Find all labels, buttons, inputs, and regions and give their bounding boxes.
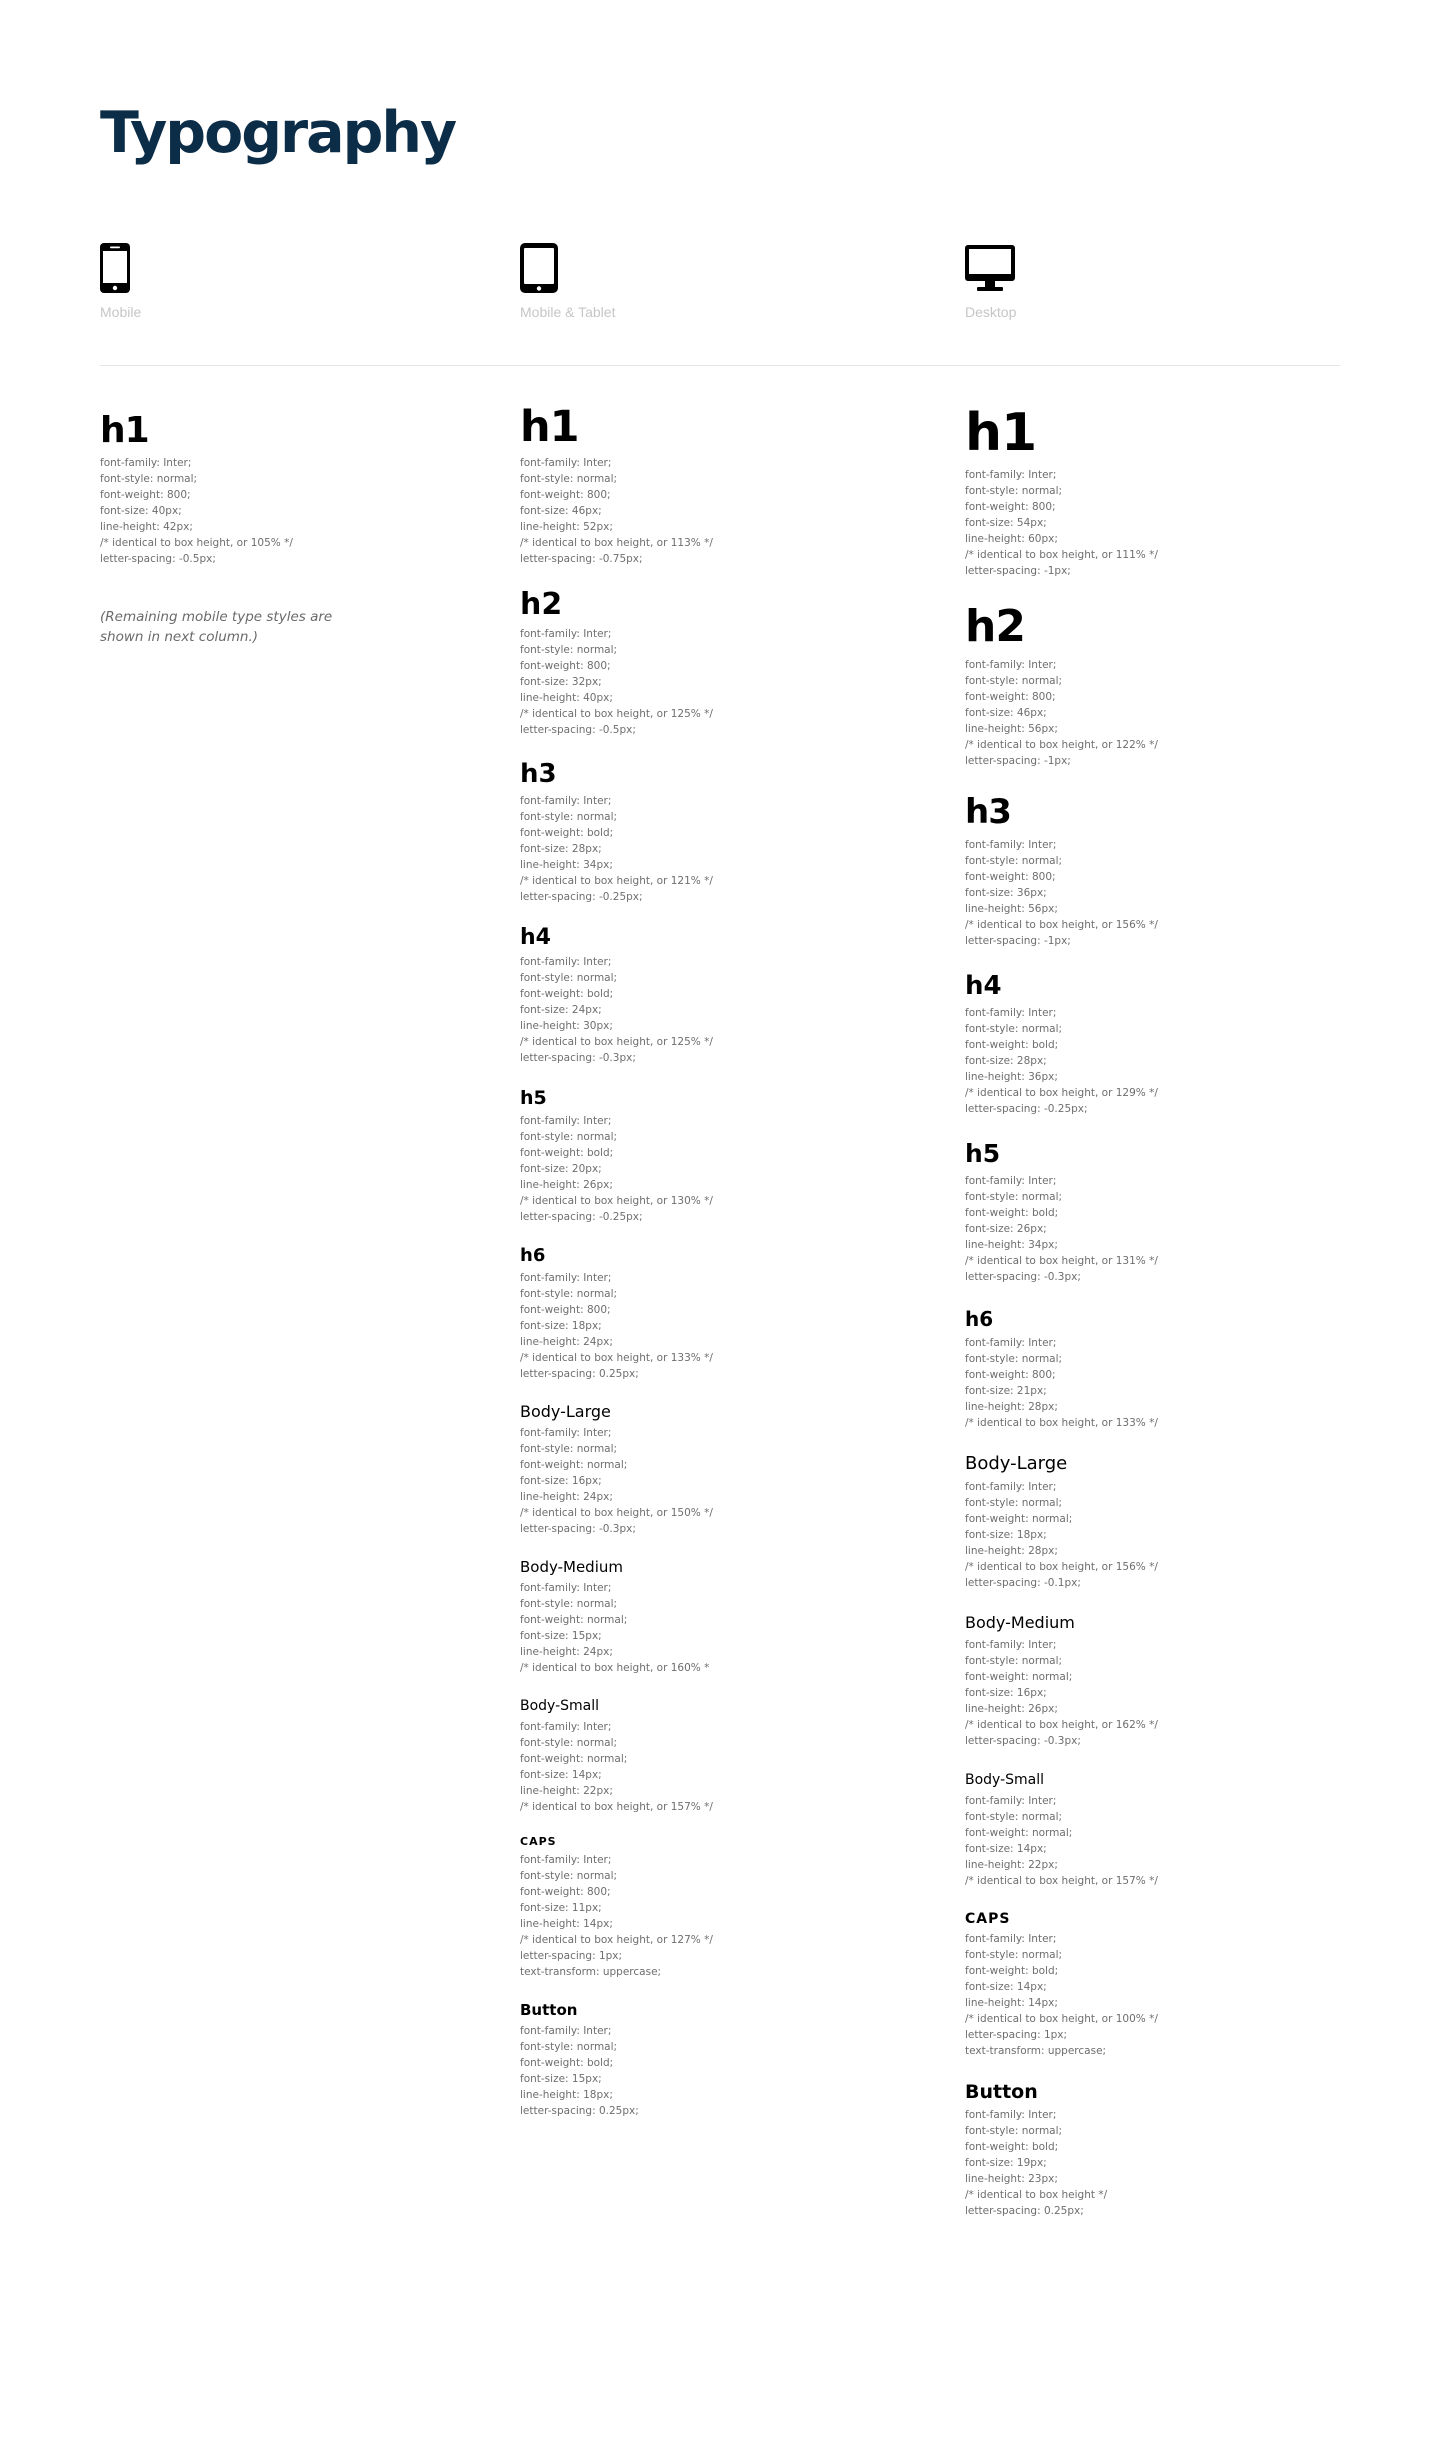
spec-line: letter-spacing: -0.3px; [520, 1523, 636, 1535]
type-style-name: Body-Medium [520, 1558, 623, 1576]
spec-line: font-style: normal; [965, 1353, 1063, 1365]
spec-line: /* identical to box height, or 130% */ [520, 1195, 713, 1207]
spec-line: letter-spacing: -1px; [965, 565, 1071, 577]
spec-line: line-height: 28px; [965, 1401, 1058, 1413]
type-style-body-large [520, 1402, 820, 1537]
spec-line: font-family: Inter; [965, 1639, 1057, 1651]
spec-line: font-weight: 800; [965, 501, 1056, 513]
spec-line: font-family: Inter; [965, 1933, 1057, 1945]
spec-line: /* identical to box height, or 133% */ [965, 1417, 1158, 1429]
spec-line: /* identical to box height, or 162% */ [965, 1719, 1158, 1731]
spec-line: /* identical to box height, or 105% */ [100, 537, 293, 549]
type-style-specs [520, 455, 820, 567]
spec-line: letter-spacing: 0.25px; [965, 2205, 1084, 2217]
desktop-styles-column [965, 402, 1265, 2219]
type-style-name: h6 [520, 1245, 546, 1266]
type-style-specs [520, 1580, 820, 1676]
type-style-name: h1 [965, 403, 1037, 463]
spec-line: font-family: Inter; [520, 628, 612, 640]
type-style-specs [965, 1637, 1265, 1749]
type-style-specs [965, 1173, 1265, 1285]
spec-line: font-size: 18px; [965, 1529, 1047, 1541]
type-style-specs [520, 1270, 820, 1382]
type-style-h2 [965, 600, 1265, 769]
type-style-h6 [965, 1306, 1265, 1431]
type-style-name: h2 [520, 587, 563, 622]
spec-line: letter-spacing: -1px; [965, 755, 1071, 767]
spec-line: line-height: 42px; [100, 521, 193, 533]
spec-line: font-weight: 800; [520, 1304, 611, 1316]
spec-line: /* identical to box height, or 160% * [520, 1662, 710, 1674]
spec-line: font-weight: normal; [520, 1753, 628, 1765]
type-style-name: CAPS [965, 1911, 1011, 1927]
spec-line: font-style: normal; [520, 1288, 618, 1300]
spec-line: font-style: normal; [965, 1655, 1063, 1667]
spec-line: font-size: 26px; [965, 1223, 1047, 1235]
spec-line: line-height: 24px; [520, 1336, 613, 1348]
spec-line: letter-spacing: -1px; [965, 935, 1071, 947]
spec-line: font-size: 20px; [520, 1163, 602, 1175]
spec-line: line-height: 26px; [520, 1179, 613, 1191]
spec-line: line-height: 60px; [965, 533, 1058, 545]
spec-line: font-family: Inter; [100, 457, 192, 469]
device-header-desktop [965, 243, 1016, 320]
spec-line: font-weight: normal; [965, 1671, 1073, 1683]
spec-line: font-weight: bold; [520, 2057, 614, 2069]
type-style-name: h3 [965, 792, 1011, 832]
spec-line: line-height: 36px; [965, 1071, 1058, 1083]
type-style-specs [520, 793, 820, 905]
spec-line: font-size: 14px; [965, 1981, 1047, 1993]
spec-line: font-weight: bold; [520, 1147, 614, 1159]
spec-line: font-weight: 800; [965, 871, 1056, 883]
mobile-styles-column [100, 410, 400, 647]
spec-line: letter-spacing: -0.1px; [965, 1577, 1081, 1589]
spec-line: letter-spacing: 0.25px; [520, 2105, 639, 2117]
spec-line: font-size: 24px; [520, 1004, 602, 1016]
spec-line: font-style: normal; [520, 644, 618, 656]
spec-line: /* identical to box height, or 156% */ [965, 1561, 1158, 1573]
spec-line: /* identical to box height, or 157% */ [965, 1875, 1158, 1887]
type-style-h3 [520, 758, 820, 905]
spec-line: /* identical to box height, or 111% */ [965, 549, 1158, 561]
spec-line: font-weight: bold; [965, 2141, 1059, 2153]
spec-line: font-family: Inter; [965, 2109, 1057, 2121]
spec-line: font-size: 46px; [965, 707, 1047, 719]
spec-line: font-weight: bold; [965, 1207, 1059, 1219]
spec-line: line-height: 52px; [520, 521, 613, 533]
spec-line: line-height: 28px; [965, 1545, 1058, 1557]
type-style-specs [965, 657, 1265, 769]
type-style-h1 [100, 410, 400, 567]
spec-line: /* identical to box height, or 125% */ [520, 708, 713, 720]
spec-line: letter-spacing: -0.75px; [520, 553, 643, 565]
spec-line: font-size: 15px; [520, 1630, 602, 1642]
type-style-specs [520, 626, 820, 738]
spec-line: font-style: normal; [520, 1131, 618, 1143]
spec-line: font-weight: 800; [520, 660, 611, 672]
type-style-name: Body-Large [965, 1453, 1068, 1474]
spec-line: font-size: 21px; [965, 1385, 1047, 1397]
spec-line: font-family: Inter; [965, 659, 1057, 671]
type-style-h2 [520, 587, 820, 738]
spec-line: font-style: normal; [520, 473, 618, 485]
spec-line: line-height: 24px; [520, 1646, 613, 1658]
tablet-styles-column [520, 402, 820, 2119]
type-style-name: h5 [520, 1087, 547, 1109]
spec-line: line-height: 26px; [965, 1703, 1058, 1715]
type-style-body-large [965, 1452, 1265, 1591]
spec-line: font-style: normal; [520, 972, 618, 984]
type-style-specs [520, 1425, 820, 1537]
spec-line: font-size: 28px; [520, 843, 602, 855]
type-style-name: Body-Small [520, 1698, 600, 1714]
type-style-name: Button [965, 2081, 1038, 2103]
spec-line: font-style: normal; [965, 2125, 1063, 2137]
spec-line: font-style: normal; [965, 485, 1063, 497]
type-style-button [965, 2080, 1265, 2219]
spec-line: /* identical to box height */ [965, 2189, 1108, 2201]
spec-line: font-style: normal; [520, 811, 618, 823]
spec-line: font-weight: bold; [520, 988, 614, 1000]
spec-line: font-family: Inter; [520, 1115, 612, 1127]
spec-line: font-style: normal; [520, 1443, 618, 1455]
type-style-name: h4 [520, 925, 551, 950]
spec-line: font-family: Inter; [520, 1582, 612, 1594]
spec-line: font-family: Inter; [520, 1721, 612, 1733]
spec-line: font-family: Inter; [965, 1337, 1057, 1349]
spec-line: font-style: normal; [965, 675, 1063, 687]
spec-line: font-weight: normal; [965, 1827, 1073, 1839]
type-style-specs [965, 2107, 1265, 2219]
spec-line: font-size: 40px; [100, 505, 182, 517]
type-style-specs [100, 455, 400, 567]
spec-line: font-family: Inter; [965, 839, 1057, 851]
type-style-name: h4 [965, 971, 1002, 1001]
spec-line: letter-spacing: -0.25px; [520, 891, 643, 903]
type-style-h1 [965, 402, 1265, 579]
type-style-caps [965, 1910, 1265, 2059]
spec-line: /* identical to box height, or 121% */ [520, 875, 713, 887]
spec-line: font-weight: 800; [520, 1886, 611, 1898]
type-style-specs [965, 1335, 1265, 1431]
spec-line: font-style: normal; [520, 2041, 618, 2053]
device-header-mobile [100, 243, 141, 320]
spec-line: letter-spacing: -0.5px; [520, 724, 636, 736]
type-style-name: Body-Small [965, 1772, 1045, 1788]
spec-line: font-size: 32px; [520, 676, 602, 688]
spec-line: font-size: 14px; [965, 1843, 1047, 1855]
spec-line: font-family: Inter; [965, 1481, 1057, 1493]
type-style-h4 [965, 970, 1265, 1117]
spec-line: font-style: normal; [100, 473, 198, 485]
spec-line: font-family: Inter; [520, 1427, 612, 1439]
spec-line: letter-spacing: 0.25px; [520, 1368, 639, 1380]
spec-line: font-style: normal; [965, 1949, 1063, 1961]
spec-line: /* identical to box height, or 129% */ [965, 1087, 1158, 1099]
type-style-name: CAPS [520, 1835, 557, 1848]
type-style-name: h6 [965, 1307, 994, 1331]
type-style-specs [965, 1931, 1265, 2059]
spec-line: font-style: normal; [520, 1598, 618, 1610]
spec-line: font-style: normal; [965, 1811, 1063, 1823]
spec-line: font-family: Inter; [965, 1795, 1057, 1807]
spec-line: line-height: 40px; [520, 692, 613, 704]
spec-line: font-family: Inter; [520, 795, 612, 807]
spec-line: font-family: Inter; [965, 1175, 1057, 1187]
type-style-name: h1 [520, 402, 579, 452]
device-label-mobile: Mobile [100, 304, 142, 320]
type-style-specs [965, 1005, 1265, 1117]
spec-line: line-height: 30px; [520, 1020, 613, 1032]
spec-line: font-weight: 800; [965, 1369, 1056, 1381]
type-style-specs [520, 1852, 820, 1980]
spec-line: font-weight: 800; [100, 489, 191, 501]
spec-line: letter-spacing: -0.25px; [520, 1211, 643, 1223]
spec-line: font-size: 15px; [520, 2073, 602, 2085]
type-style-specs [520, 1719, 820, 1815]
spec-line: font-weight: bold; [965, 1965, 1059, 1977]
spec-line: font-style: normal; [965, 1023, 1063, 1035]
type-style-name: h3 [520, 759, 557, 789]
type-style-h6 [520, 1245, 820, 1382]
spec-line: font-family: Inter; [520, 1272, 612, 1284]
spec-line: /* identical to box height, or 131% */ [965, 1255, 1158, 1267]
spec-line: /* identical to box height, or 150% */ [520, 1507, 713, 1519]
mobile-phone-icon [100, 243, 130, 293]
spec-line: font-weight: normal; [520, 1459, 628, 1471]
spec-line: line-height: 23px; [965, 2173, 1058, 2185]
type-style-h5 [965, 1138, 1265, 1285]
spec-line: /* identical to box height, or 125% */ [520, 1036, 713, 1048]
spec-line: font-weight: 800; [965, 691, 1056, 703]
spec-line: line-height: 24px; [520, 1491, 613, 1503]
spec-line: letter-spacing: 1px; [520, 1950, 623, 1962]
spec-line: line-height: 22px; [965, 1859, 1058, 1871]
type-style-body-small [965, 1770, 1265, 1889]
spec-line: font-size: 11px; [520, 1902, 602, 1914]
type-style-specs [520, 954, 820, 1066]
spec-line: line-height: 14px; [965, 1997, 1058, 2009]
spec-line: font-style: normal; [965, 1191, 1063, 1203]
spec-line: text-transform: uppercase; [965, 2045, 1107, 2057]
type-style-h1 [520, 402, 820, 567]
spec-line: letter-spacing: -0.3px; [520, 1052, 636, 1064]
spec-line: font-size: 16px; [520, 1475, 602, 1487]
type-style-h3 [965, 790, 1265, 949]
spec-line: line-height: 56px; [965, 903, 1058, 915]
spec-line: font-size: 16px; [965, 1687, 1047, 1699]
spec-line: font-size: 54px; [965, 517, 1047, 529]
spec-line: font-size: 19px; [965, 2157, 1047, 2169]
spec-line: letter-spacing: -0.25px; [965, 1103, 1088, 1115]
spec-line: /* identical to box height, or 133% */ [520, 1352, 713, 1364]
type-style-specs [965, 837, 1265, 949]
type-style-name: Body-Medium [965, 1613, 1075, 1632]
type-style-specs [965, 1479, 1265, 1591]
spec-line: line-height: 34px; [520, 859, 613, 871]
page-title: Typography [100, 100, 456, 166]
device-label-tablet: Mobile & Tablet [520, 304, 616, 320]
spec-line: font-size: 46px; [520, 505, 602, 517]
spec-line: font-style: normal; [965, 1497, 1063, 1509]
spec-line: font-style: normal; [520, 1870, 618, 1882]
spec-line: line-height: 14px; [520, 1918, 613, 1930]
spec-line: font-family: Inter; [965, 469, 1057, 481]
type-style-specs [965, 467, 1265, 579]
header-divider [100, 365, 1340, 366]
spec-line: line-height: 22px; [520, 1785, 613, 1797]
spec-line: /* identical to box height, or 127% */ [520, 1934, 713, 1946]
type-style-body-small [520, 1696, 820, 1815]
type-style-button [520, 2000, 820, 2119]
spec-line: /* identical to box height, or 100% */ [965, 2013, 1158, 2025]
device-header-tablet [520, 243, 615, 320]
type-style-caps [520, 1835, 820, 1980]
type-style-name: Body-Large [520, 1402, 611, 1421]
spec-line: letter-spacing: -0.3px; [965, 1271, 1081, 1283]
type-style-body-medium [965, 1612, 1265, 1749]
type-style-specs [520, 2023, 820, 2119]
type-style-name: h5 [965, 1139, 1001, 1168]
spec-line: font-size: 18px; [520, 1320, 602, 1332]
spec-line: line-height: 34px; [965, 1239, 1058, 1251]
spec-line: /* identical to box height, or 122% */ [965, 739, 1158, 751]
type-style-h4 [520, 925, 820, 1066]
spec-line: font-weight: 800; [520, 489, 611, 501]
spec-line: letter-spacing: 1px; [965, 2029, 1068, 2041]
spec-line: font-size: 36px; [965, 887, 1047, 899]
spec-line: letter-spacing: -0.3px; [965, 1735, 1081, 1747]
desktop-monitor-icon [965, 243, 1015, 293]
type-style-name: h2 [965, 601, 1025, 652]
spec-line: font-size: 14px; [520, 1769, 602, 1781]
spec-line: font-weight: bold; [520, 827, 614, 839]
spec-line: font-weight: bold; [965, 1039, 1059, 1051]
spec-line: text-transform: uppercase; [520, 1966, 662, 1978]
tablet-icon [520, 243, 558, 293]
type-style-body-medium [520, 1557, 820, 1676]
spec-line: /* identical to box height, or 157% */ [520, 1801, 713, 1813]
spec-line: font-family: Inter; [520, 457, 612, 469]
spec-line: font-weight: normal; [520, 1614, 628, 1626]
spec-line: font-style: normal; [965, 855, 1063, 867]
spec-line: font-family: Inter; [520, 1854, 612, 1866]
spec-line: /* identical to box height, or 113% */ [520, 537, 713, 549]
device-label-desktop: Desktop [965, 304, 1017, 320]
spec-line: /* identical to box height, or 156% */ [965, 919, 1158, 931]
spec-line: font-family: Inter; [520, 956, 612, 968]
spec-line: font-weight: normal; [965, 1513, 1073, 1525]
spec-line: font-style: normal; [520, 1737, 618, 1749]
type-style-h5 [520, 1086, 820, 1225]
spec-line: line-height: 18px; [520, 2089, 613, 2101]
spec-line: line-height: 56px; [965, 723, 1058, 735]
type-style-name: h1 [100, 410, 149, 451]
type-style-specs [965, 1793, 1265, 1889]
type-style-specs [520, 1113, 820, 1225]
spec-line: letter-spacing: -0.5px; [100, 553, 216, 565]
spec-line: font-family: Inter; [965, 1007, 1057, 1019]
mobile-note: (Remaining mobile type styles are shown in next column.) [100, 609, 333, 645]
spec-line: font-family: Inter; [520, 2025, 612, 2037]
type-style-name: Button [520, 2001, 578, 2019]
spec-line: font-size: 28px; [965, 1055, 1047, 1067]
